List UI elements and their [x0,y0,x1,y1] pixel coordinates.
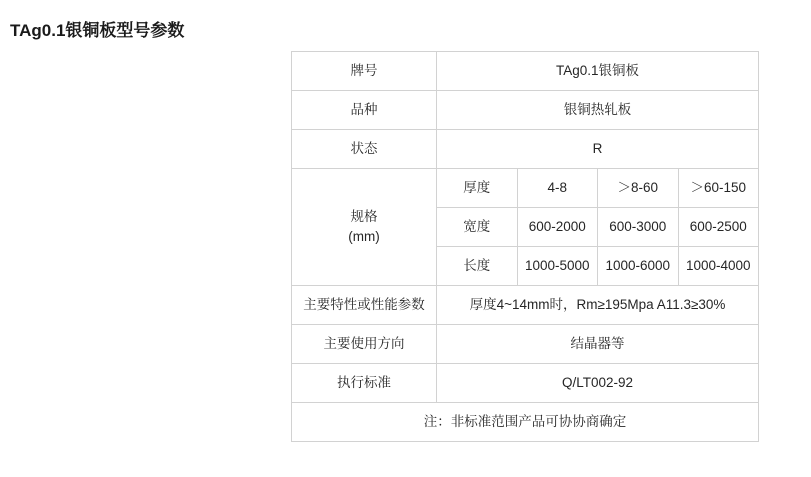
standard-label: 执行标准 [292,364,437,403]
width-label: 宽度 [437,208,518,247]
thickness-label: 厚度 [437,169,518,208]
table-row [292,91,759,130]
brand-value: TAg0.1银铜板 [437,52,759,91]
spec-table [291,51,759,442]
standard-value: Q/LT002-92 [437,364,759,403]
property-value: 厚度4~14mm时，Rm≥195Mpa A11.3≥30% [437,286,759,325]
thickness-value-2: ＞8-60 [598,169,679,208]
width-value-1: 600-2000 [517,208,598,247]
spec-label-line2: (mm) [348,229,380,244]
page-title: TAg0.1银铜板型号参数 [10,21,185,40]
property-label: 主要特性或性能参数 [292,286,437,325]
width-value-2: 600-3000 [598,208,679,247]
usage-label: 主要使用方向 [292,325,437,364]
table-row [292,403,759,442]
table-row [292,286,759,325]
variety-value: 银铜热轧板 [437,91,759,130]
table-row [292,325,759,364]
spec-label-line1: 规格 [350,209,378,225]
table-row [292,364,759,403]
thickness-value-3: ＞60-150 [678,169,759,208]
length-value-2: 1000-6000 [598,247,679,286]
spec-label [292,169,437,286]
state-value: R [437,130,759,169]
length-value-1: 1000-5000 [517,247,598,286]
variety-label: 品种 [292,91,437,130]
usage-value: 结晶器等 [437,325,759,364]
state-label: 状态 [292,130,437,169]
length-label: 长度 [437,247,518,286]
table-row [292,130,759,169]
brand-label: 牌号 [292,52,437,91]
table-note: 注：非标准范围产品可协协商确定 [292,403,759,442]
table-row [292,52,759,91]
spec-table-container [291,51,759,442]
width-value-3: 600-2500 [678,208,759,247]
thickness-value-1: 4-8 [517,169,598,208]
length-value-3: 1000-4000 [678,247,759,286]
table-row [292,169,759,208]
